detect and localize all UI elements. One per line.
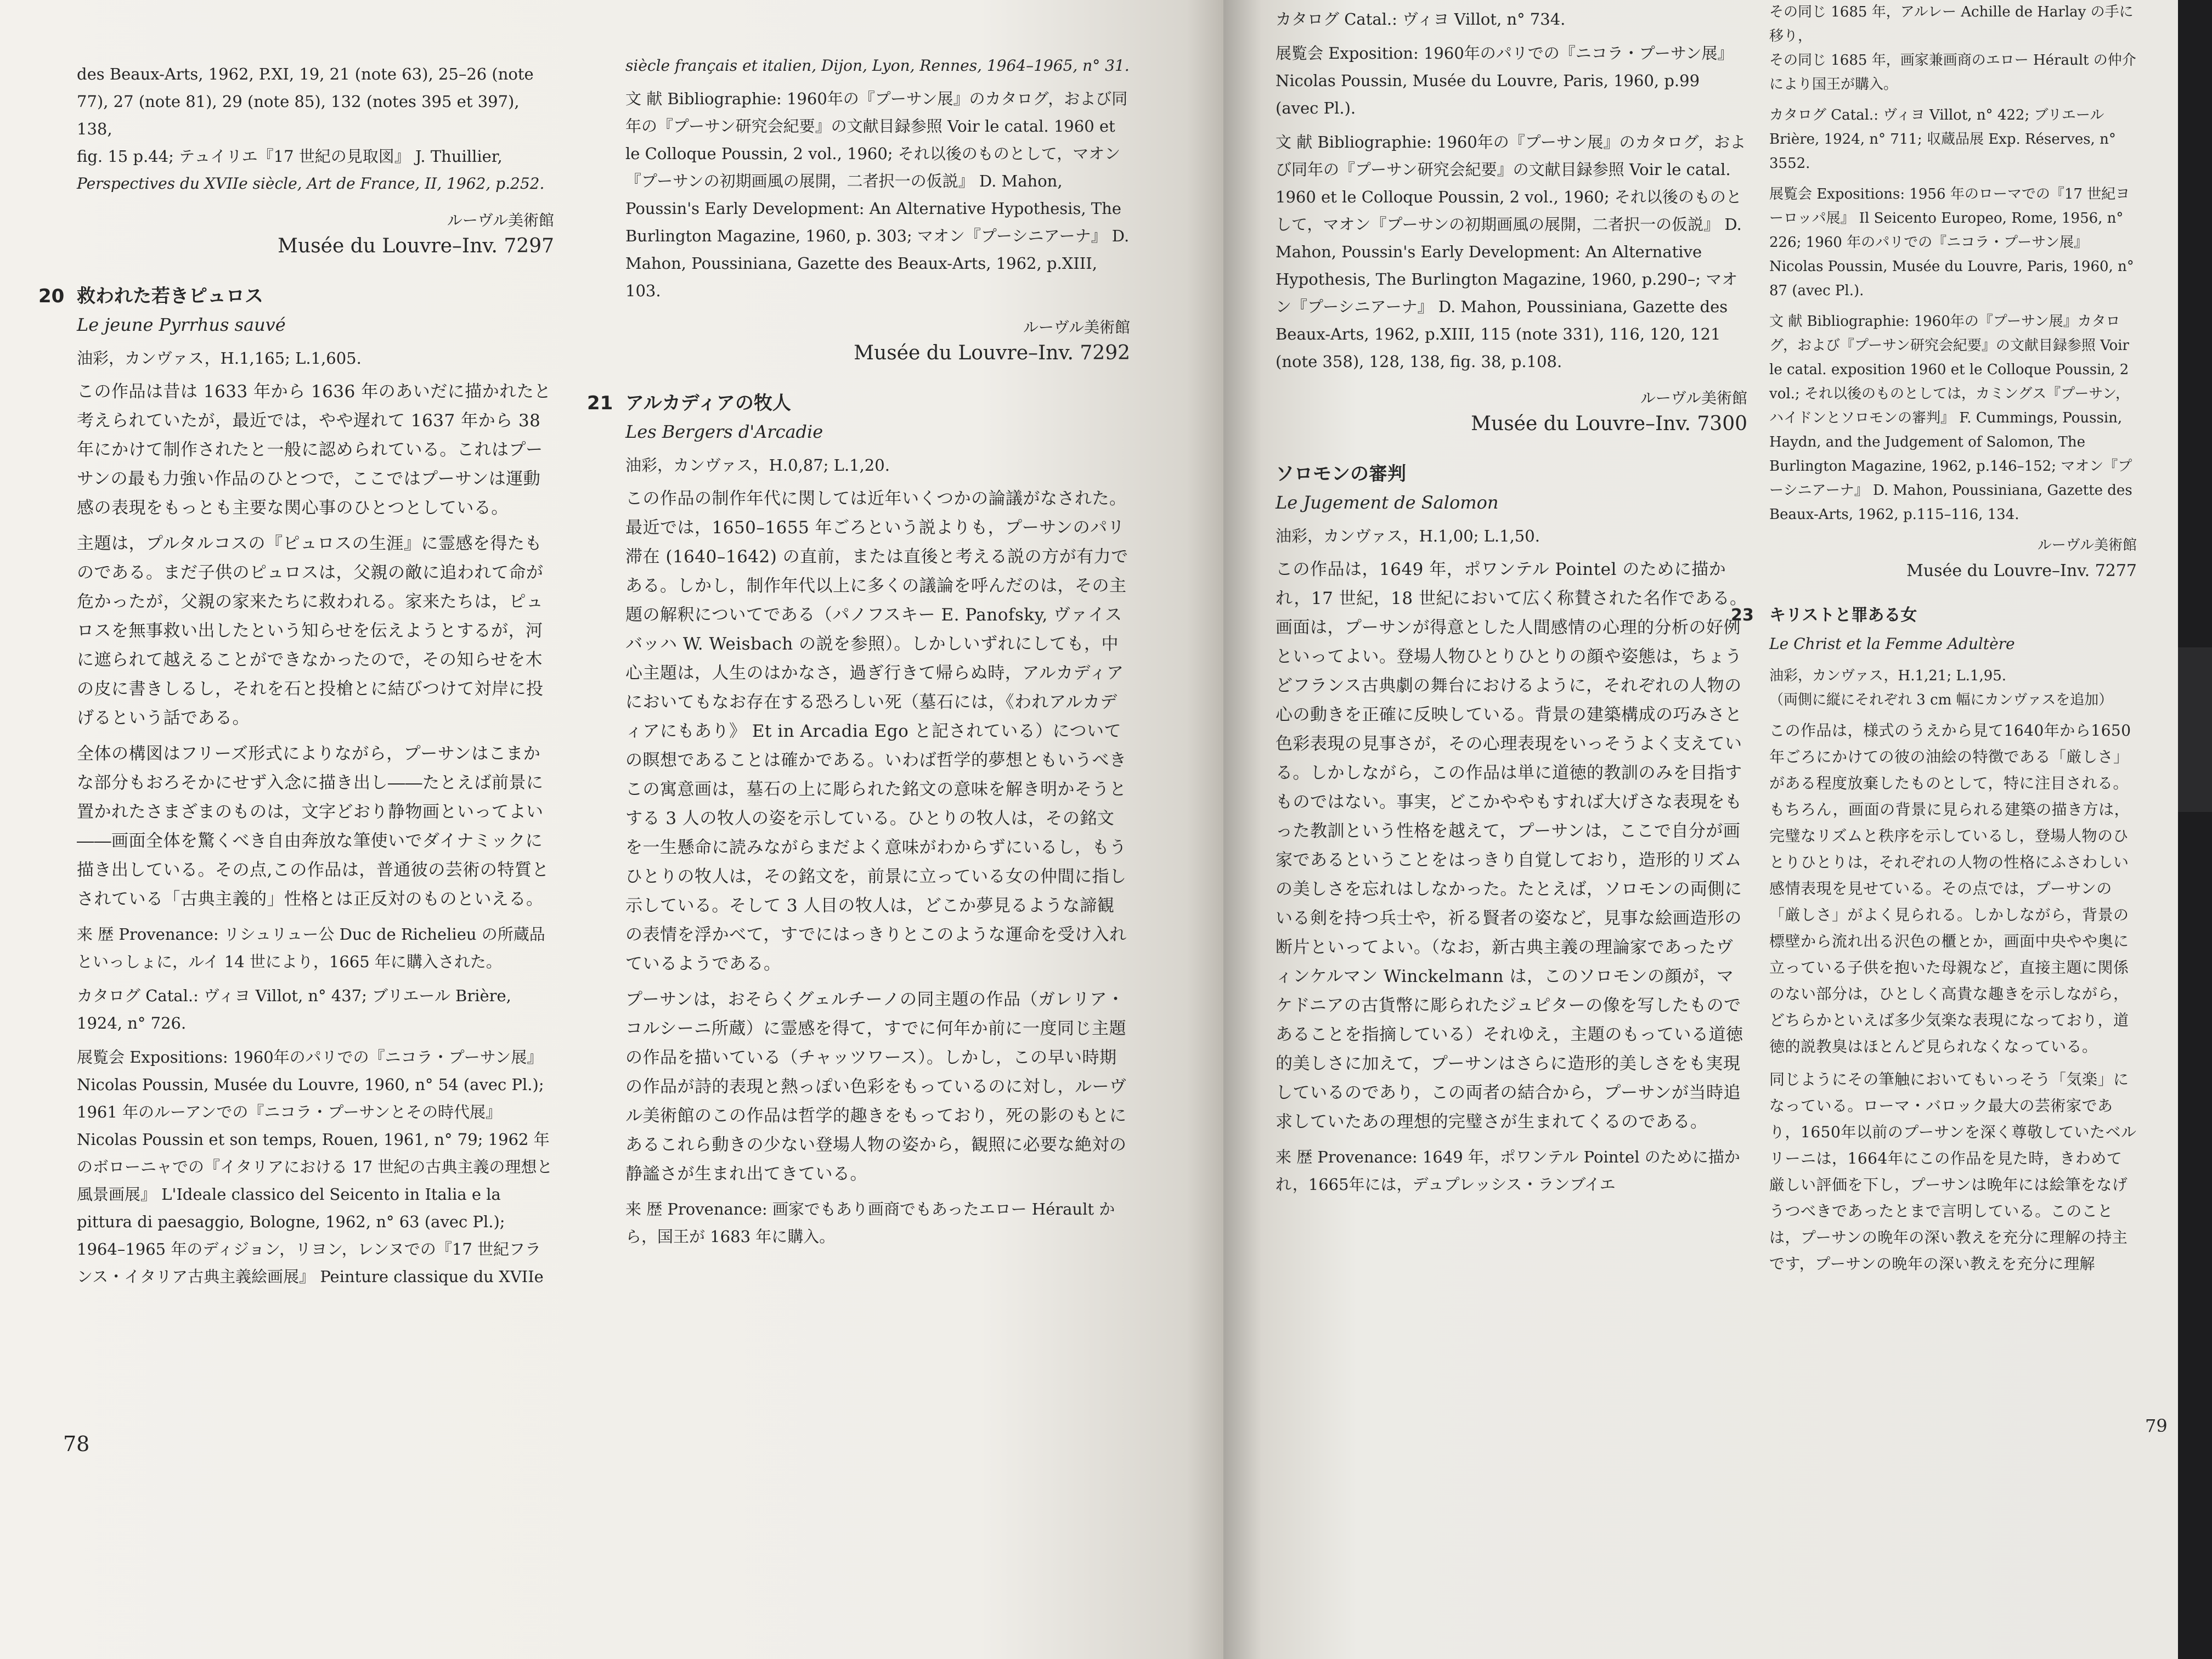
background-edge [2178, 647, 2212, 812]
entry-title-fr: Le jeune Pyrrhus sauvé [77, 314, 286, 335]
location-fr: Musée du Louvre–Inv. 7277 [1906, 561, 2137, 580]
text-line: 77), 27 (note 81), 29 (note 85), 132 (notes 395 et 397), 138, [77, 92, 520, 138]
entry-medium: 油彩，カンヴァス，H.1,00; L.1,50. [1276, 527, 1540, 545]
entry-heading [587, 389, 1130, 417]
right-column-1 [1276, 5, 1747, 1205]
location-ja: ルーヴル美術館 [1640, 389, 1747, 407]
entry-heading [38, 282, 554, 311]
entry-exhibitions: 展覧会 Expositions: 1960年のパリでの『ニコラ・プーサン展』 Nicolas Poussin, Musée du Louvre, 1960, n° 54 (avec Pl.); 1961 年のルーアンでの『ニコラ・プーサンとその時代展』 Nicolas Poussin et son temps, Rouen, 1961, n° 79; 1962 年のボローニャでの『イタリアにおける 17 世紀の古典主義の理想と風景画展』 L'Ideale classico del Seicento in Italia e la pittura di paesaggio, Bologne, 1962, n° 63 (avec Pl.); 1964–1965 年のディジョン，リヨン，レンヌでの『17 世紀フランス・イタリア古典主義絵画展』 Peinture classique du XVIIe [77, 1048, 553, 1286]
entry-title-fr: Le Christ et la Femme Adultère [1769, 635, 2015, 653]
text-line: fig. 15 p.44; テュイリエ『17 世紀の見取図』 J. Thuillier, [77, 147, 503, 166]
entry-exhibitions: 展覧会 Expositions: 1956 年のローマでの『17 世紀ヨーロッパ展』 Il Seicento Europeo, Rome, 1956, n° 226; 1960 年のパリでの『ニコラ・プーサン展』 Nicolas Poussin, Musée du Louvre, Paris, 1960, n° 87 (avec Pl.). [1769, 186, 2134, 299]
exhibition-line: 展覧会 Exposition: 1960年のパリでの『ニコラ・プーサン展』 Nicolas Poussin, Musée du Louvre, Paris, 1960, p.99 (avec Pl.). [1276, 44, 1734, 117]
entry-title-fr: Le Jugement de Salomon [1276, 492, 1499, 513]
entry-title-ja: アルカディアの牧人 [625, 392, 791, 414]
catalogue-line: カタログ Catal.: ヴィヨ Villot, n° 734. [1276, 10, 1566, 29]
paragraph: この作品は，様式のうえから見て1640年から1650年ごろにかけての彼の油絵の特徴である「厳しさ」がある程度放棄したものとして，特に注目される。もちろん，画面の背景に見られる建築の描き方は，完璧なリズムと秩序を示しているし，登場人物のひとりひとりは，それぞれの人物の性格にふさわしい感情表現を見せている。その点では，プーサンの「厳しさ」がよく見られる。しかしながら，背景の標壁から流れ出る沢色の櫃とか，画面中央やや奥に立っている子供を抱いた母親など，直接主題に関係のない部分は，ひとしく高貴な趣きを示しながら，どちらかといえば多少気楽な表現になっており，道徳的説教臭はほとんど見られなくなっている。 [1769, 721, 2131, 1056]
entry-medium: 油彩，カンヴァス，H.1,21; L.1,95. [1769, 668, 2007, 684]
location-ja: ルーヴル美術館 [1023, 318, 1130, 336]
location-fr: Musée du Louvre–Inv. 7300 [1471, 413, 1747, 435]
entry-number: 23 [1731, 606, 1754, 625]
left-column-2 [587, 52, 1130, 1257]
entry-title-fr: Les Bergers d'Arcadie [625, 421, 823, 442]
text-line: Perspectives du XVIIe siècle, Art de France, II, 1962, p.252. [77, 174, 545, 193]
bibliography-line: 文 献 Bibliographie: 1960年の『プーサン展』のカタログ，および同年の『プーサン研究会紀要』の文献目録参照 Voir le catal. 1960 et le Colloque Poussin, 2 vol., 1960; それ以後のものとして，マオン『プーサンの初期画風の展開，二者択一の仮説』 D. Mahon, Poussin's Early Development: An Alternative Hypothesis, The Burlington Magazine, 1960, p.290–; マオン『プーシニアーナ』 D. Mahon, Poussiniana, Gazette des Beaux-Arts, 1962, p.XIII, 115 (note 331), 116, 120, 121 (note 358), 128, 138, fig. 38, p.108. [1276, 133, 1746, 371]
right-column-2 [1731, 0, 2137, 1284]
entry-medium: 油彩，カンヴァス，H.0,87; L.1,20. [625, 456, 890, 475]
entry-medium: 油彩，カンヴァス，H.1,165; L.1,605. [77, 349, 362, 368]
entry-catalogue: カタログ Catal.: ヴィヨ Villot, n° 437; ブリエール Brière, 1924, n° 726. [77, 986, 511, 1032]
paragraph: プーサンは，おそらくグェルチーノの同主題の作品（ガレリア・コルシーニ所蔵）に霊感を得て，すでに何年か前に一度同じ主題の作品を描いている（チャッツワース）。しかし，この早い時期の作品が詩的表現と熱っぽい色彩をもっているのに対し，ルーヴル美術館のこの作品は哲学的趣きをもっており，死の影のもとにあるこれら動きの少ない登場人物の姿から，観照に必要な絶対の静謐さが生まれ出てきている。 [625, 990, 1127, 1184]
entry-23 [1731, 601, 2137, 1277]
paragraph: 同じようにその筆触においてもいっそう「気楽」になっている。ローマ・バロック最大の芸術家であり，1650年以前のプーサンを深く尊敬していたベルリーニは，1664年にこの作品を見た時，きわめて厳しい評価を下し，プーサンは晩年には絵筆をなげうつべきであったとまで言明している。このことは，プーサンの晩年の深い教えを充分に理解の持主です，プーサンの晩年の深い教えを充分に理解 [1769, 1070, 2137, 1273]
entry-number: 21 [587, 392, 613, 414]
continued-bibliography [77, 60, 554, 198]
location-ja: ルーヴル美術館 [2037, 537, 2137, 554]
entry-number: 20 [38, 285, 65, 307]
entry-body [625, 484, 1130, 1189]
location-fr: Musée du Louvre–Inv. 7292 [854, 342, 1130, 364]
left-column-1 [38, 60, 554, 1297]
entry-21 [587, 389, 1130, 1250]
entry-provenance: 来 歴 Provenance: 1649 年，ポワンテル Pointel のために描かれ，1665年には，デュプレッシス・ランブイエ [1276, 1148, 1740, 1194]
entry-catalogue: カタログ Catal.: ヴィヨ Villot, n° 422; ブリエール Brière, 1924, n° 711; 収蔵品展 Exp. Réserves, n° 3552. [1769, 107, 2116, 172]
entry-title-ja: キリストと罪ある女 [1769, 606, 1917, 625]
entry-bibliography: 文 献 Bibliographie: 1960年の『プーサン展』カタログ，および『プーサン研究会紀要』の文献目録参照 Voir le catal. exposition 1960 et le Colloque Poussin, 2 vol.; それ以後のものとしては，カミングス『プーサン，ハイドンとソロモンの審判』 F. Cummings, Poussin, Haydn, and the Judgement of Salomon, The Burlington Magazine, 1962, p.146–152; マオン『プーシニアーナ』 D. Mahon, Poussiniana, Gazette des Beaux-Arts, 1962, p.115–116, 134. [1769, 313, 2132, 523]
provenance-cont: その同じ 1685 年，画家兼画商のエロー Hérault の仲介により国王が購入。 [1769, 52, 2136, 93]
entry-body [1769, 718, 2137, 1277]
paragraph: 主題は，プルタルコスの『ピュロスの生涯』に霊感を得たものである。まだ子供のピュロスは，父親の敵に追われて命が危かったが，父親の家来たちに救われる。家来たちは，ピュロスを無事救い出したという知らせを伝えようとするが，河に遮られて越えることができなかったので，その知らせを木の皮に書きしるし，それを石と投槍とに結びつけて対岸に投げるという話である。 [77, 534, 544, 728]
entry-body [77, 377, 554, 914]
entry-heading [1731, 601, 2137, 630]
text-line: des Beaux-Arts, 1962, P.XI, 19, 21 (note 63), 25–26 (note [77, 65, 534, 83]
continued-exhibition: siècle français et italien, Dijon, Lyon, Rennes, 1964–1965, n° 31. [625, 57, 1130, 75]
location-fr: Musée du Louvre–Inv. 7297 [278, 235, 554, 257]
paragraph: この作品は，1649 年，ポワンテル Pointel のために描かれ，17 世紀，18 世紀において広く称賛された名作である。画面は，プーサンが得意とした人間感情の心理的分析の好例といってよい。登場人物ひとりひとりの顔や姿態は，ちょうどフランス古典劇の舞台におけるように，それぞれの人物の心の動きを正確に反映している。背景の建築構成の巧みさと色彩表現の見事さが，その心理表現をいっそうよく支えている。しかしながら，この作品は単に道徳的教訓のみを目指すものではない。事実，どこかややもすれば大げさな表現をもった教訓という性格を越えて，プーサンは，ここで自分が画家であるということをはっきり自覚しており，造形的リズムの美しさを忘れはしなかった。たとえば，ソロモンの両側にいる剣を持つ兵士や，祈る賢者の姿など，見事な絵画造形の断片といってよい。（なお，新古典主義の理論家であったヴィンケルマン Winckelmann は，このソロモンの顔が，マケドニアの古貨幣に彫られたジュピターの像を写したものであることを指摘している）それゆえ，主題のもっている道徳的美しさに加えて，プーサンはさらに造形的美しさをも実現しているのであり，この両者の結合から，プーサンが当時追求していたあの理想的完璧さが生まれてくるのである。 [1276, 560, 1747, 1132]
entry-title-ja: ソロモンの審判 [1276, 463, 1406, 485]
entry-provenance: 来 歴 Provenance: 画家でもあり画商でもあったエロー Hérault から，国王が 1683 年に購入。 [625, 1200, 1115, 1246]
paragraph: この作品の制作年代に関しては近年いくつかの論議がなされた。最近では，1650–1655 年ごろという説よりも，プーサンのパリ滞在 (1640–1642) の直前，または直後と考える説の方が有力である。しかし，制作年代以上に多くの議論を呼んだのは，その主題の解釈についてである（パノフスキー E. Panofsky, ヴァイスバッハ W. Weisbach の説を参照）。しかしいずれにしても，中心主題は，人生のはかなさ，過ぎ行きて帰らぬ時，アルカディアにおいてもなお存在する恐ろしい死（墓石には，《われアルカディアにもあり》 Et in Arcadia Ego と記されている）についての瞑想であることは確かである。いわば哲学的夢想ともいうべきこの寓意画は，墓石の上に彫られた銘文の意味を解き明かそうとする 3 人の牧人の姿を示している。ひとりの牧人は，その銘文を一生懸命に読みながらまだよく意味がわからずにいるし，もうひとりの牧人は，その銘文を，前景に立っている女の仲間に指し示している。そして 3 人目の牧人は，どこか夢見るような諦観の表情を浮かべて，すでにはっきりとこのような運命を受け入れているようである。 [625, 489, 1128, 974]
page-number: 79 [2145, 1415, 2168, 1436]
entry-title-ja: 救われた若きピュロス [77, 285, 263, 307]
entry-medium-note: （両側に縦にそれぞれ 3 cm 幅にカンヴァスを追加） [1769, 692, 2113, 708]
entry-22 [1276, 460, 1747, 1198]
entry-bibliography: 文 献 Bibliographie: 1960年の『プーサン展』のカタログ，および同年の『プーサン研究会紀要』の文献目録参照 Voir le catal. 1960 et le Colloque Poussin, 2 vol., 1960; それ以後のものとして，マオン『プーサンの初期画風の展開，二者択一の仮説』 D. Mahon, Poussin's Early Development: An Alternative Hypothesis, The Burlington Magazine, 1960, p. 303; マオン『プーシニアーナ』 D. Mahon, Poussiniana, Gazette des Beaux-Arts, 1962, p.XIII, 103. [625, 89, 1130, 300]
location-ja: ルーヴル美術館 [447, 211, 554, 229]
entry-body [1276, 555, 1747, 1137]
entry-20 [38, 282, 554, 1290]
paragraph: この作品は昔は 1633 年から 1636 年のあいだに描かれたと考えられていたが，最近では，やや遅れて 1637 年から 38 年にかけて制作されたと一般に認められている。これはプーサンの最も力強い作品のひとつで，ここではプーサンは運動感の表現をもっとも主要な関心事のひとつとしている。 [77, 382, 551, 518]
entry-provenance: 来 歴 Provenance: リシュリュー公 Duc de Richelieu の所蔵品といっしょに，ルイ 14 世により，1665 年に購入された。 [77, 925, 545, 971]
right-page [1223, 0, 2178, 1659]
provenance-cont: その同じ 1685 年，アルレー Achille de Harlay の手に移り， [1769, 4, 2134, 44]
page-number: 78 [63, 1432, 90, 1456]
paragraph: 全体の構図はフリーズ形式によりながら，プーサンはこまかな部分もおろそかにせず入念に描き出し――たとえば前景に置かれたさまざまのものは，文字どおり静物画といってよい――画面全体を驚くべき自由奔放な筆使いでダイナミックに描き出している。その点,この作品は，普通彼の芸術の特質とされている「古典主義的」性格とは正反対のものといえる。 [77, 744, 549, 909]
